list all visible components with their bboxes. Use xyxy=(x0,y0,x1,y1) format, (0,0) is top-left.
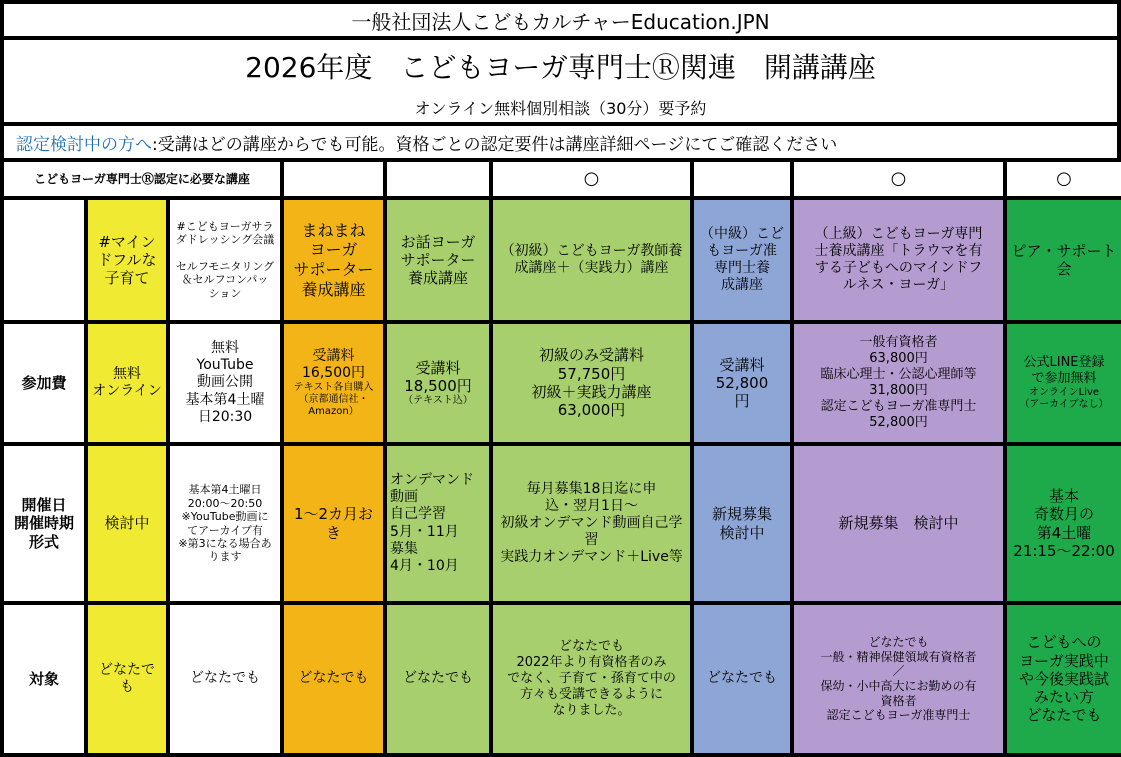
schedule-cell xyxy=(387,446,489,601)
cell-line: や今後実践試 xyxy=(1019,669,1110,688)
cell-line: 養成講座 xyxy=(301,279,366,299)
cell-line: ります xyxy=(208,550,242,564)
schedule-cell xyxy=(694,446,790,601)
target-cell xyxy=(88,605,166,753)
cell-line: YouTube xyxy=(196,357,254,374)
target-cell xyxy=(794,605,1003,753)
cell-line: 子育て xyxy=(104,269,150,288)
cell-line: 開催時期 xyxy=(13,514,74,533)
cell-line: どなたでも xyxy=(559,639,625,655)
cell-line: ダドレッシング会議 xyxy=(175,233,275,247)
cell-line: 無料 xyxy=(211,340,239,357)
cell-line: 18,500円 xyxy=(404,376,472,395)
schedule-cell xyxy=(794,446,1003,601)
cell-line: ヨーガ xyxy=(309,240,358,260)
fee-cell xyxy=(493,324,690,442)
fee-cell xyxy=(88,324,166,442)
course-name xyxy=(387,200,489,320)
cell-line: 63,000円 xyxy=(557,401,626,420)
cell-line: 初級＋実践力講座 xyxy=(531,383,652,401)
requirement-mark xyxy=(284,162,383,196)
cell-line: ピア・サポート xyxy=(1011,241,1117,260)
schedule-cell xyxy=(493,446,690,601)
cell-line: 養成講座 xyxy=(408,269,469,288)
course-name-row xyxy=(4,200,1121,320)
schedule-cell xyxy=(170,446,280,601)
cell-line: 臨床心理士・公認心理師等 xyxy=(820,367,977,383)
cell-line: 奇数月の xyxy=(1034,505,1095,524)
cell-line: 専門士養 xyxy=(714,260,771,276)
cell-line: き xyxy=(326,523,342,542)
course-name xyxy=(170,200,280,320)
fee-row xyxy=(4,324,1121,442)
cell-line: 31,800円 xyxy=(869,383,928,398)
fee-cell xyxy=(1007,324,1121,442)
target-cell xyxy=(694,605,790,753)
cell-line: 方々も受講できるように xyxy=(520,686,664,702)
course-name xyxy=(1007,200,1121,320)
cell-line: ／ xyxy=(892,664,905,679)
target-row xyxy=(4,605,1121,753)
schedule-cell xyxy=(88,446,166,601)
cell-line: どなたで xyxy=(99,661,155,678)
cell-line: Amazon） xyxy=(308,406,359,418)
cell-line: ドフルな xyxy=(97,250,157,269)
cell-line: 初級オンデマンド動画自己学習 xyxy=(500,514,683,549)
cell-line: 実践力オンデマンド＋Live等 xyxy=(500,549,683,566)
cell-line: 公式LINE登録 xyxy=(1023,354,1105,370)
cell-line: 受講料 xyxy=(415,358,461,377)
cell-line: 込・翌月1日～ xyxy=(545,497,638,514)
cell-line: テキスト各自購入 xyxy=(293,381,374,393)
requirement-mark xyxy=(694,162,790,196)
cell-line: 基本第4土曜 xyxy=(185,391,265,408)
cell-line: どなたでも xyxy=(1026,706,1102,725)
fee-cell xyxy=(170,324,280,442)
cell-line: #マイン xyxy=(98,232,156,251)
cell-line: お話ヨーガ xyxy=(400,232,476,251)
cell-line: 検討中 xyxy=(719,523,765,542)
fee-cell xyxy=(284,324,383,442)
cell-line: 57,750円 xyxy=(557,364,626,383)
course-table xyxy=(0,158,1121,757)
cell-line: オンデマンド xyxy=(390,472,475,489)
cell-line: 52,800 xyxy=(715,373,769,392)
cell-line: どなたでも xyxy=(868,635,929,650)
fee-cell xyxy=(387,324,489,442)
notice-text: :受講はどの講座からでも可能。資格ごとの認定要件は講座詳細ページにてご確認ください xyxy=(152,134,838,155)
cell-line: 成講座 xyxy=(721,277,764,294)
cell-line: 新規募集 検討中 xyxy=(838,514,959,533)
cell-line: 第4土曜 xyxy=(1036,523,1092,542)
cell-line: ヨーガ実践中 xyxy=(1019,651,1109,670)
cell-line: 4月・10月 xyxy=(390,557,459,574)
cell-line: する子どもへのマインドフ xyxy=(814,260,983,276)
cell-line: ション xyxy=(208,286,242,300)
cell-line: 基本 xyxy=(1049,486,1080,505)
target-cell xyxy=(1007,605,1121,753)
cell-line: 日20:30 xyxy=(197,408,253,425)
cell-line: 新規募集 xyxy=(712,505,773,524)
course-name xyxy=(694,200,790,320)
schedule-cell xyxy=(1007,446,1121,601)
cell-line xyxy=(173,247,277,260)
cell-line: サポーター xyxy=(293,260,374,279)
cell-line: も xyxy=(120,679,134,695)
course-name xyxy=(794,200,1003,320)
cell-line: 会 xyxy=(1056,260,1072,278)
target-cell xyxy=(493,605,690,753)
course-name xyxy=(88,200,166,320)
requirement-mark: ○ xyxy=(794,162,1003,196)
cell-line: 認定こどもヨーガ准専門士 xyxy=(820,398,977,414)
cell-line: 毎月募集18日迄に申 xyxy=(526,480,657,497)
cell-line: 20:00～20:50 xyxy=(187,496,263,510)
cell-line: 一般・精神保健領域有資格者 xyxy=(820,649,977,664)
cell-line: 一般有資格者 xyxy=(859,335,938,351)
cell-line: 受講料 xyxy=(312,347,355,364)
notice-bar xyxy=(4,126,1117,158)
cell-line: こどもへの xyxy=(1026,633,1102,652)
cell-line: 士養成講座「トラウマを有 xyxy=(814,242,983,259)
cell-line: 52,800円 xyxy=(869,414,928,430)
fee-cell xyxy=(794,324,1003,442)
target-cell xyxy=(284,605,383,753)
schedule-cell xyxy=(284,446,383,601)
cell-line: ルネス・ヨーガ」 xyxy=(842,277,955,294)
page-title: 2026年度 こどもヨーガ専門士Ⓡ関連 開講講座 xyxy=(4,40,1117,92)
course-name xyxy=(493,200,690,320)
cell-line: てアーカイブ有 xyxy=(187,523,263,537)
cell-line: 基本第4土曜日 xyxy=(188,483,262,497)
cell-line: 保幼・小中高大にお勤めの有 xyxy=(820,679,977,693)
cell-line: （初級）こどもヨーガ教師養 xyxy=(500,242,683,259)
cell-line: どなたでも xyxy=(298,670,369,687)
cell-line: ＆セルフコンパッ xyxy=(181,273,269,287)
cell-line: （京都通信社・ xyxy=(298,393,369,405)
cell-line: 2022年より有資格者のみ xyxy=(516,655,667,671)
cell-line: 開催日 xyxy=(21,496,67,515)
cell-line: #こどもヨーガサラ xyxy=(176,219,274,233)
cell-line: 動画 xyxy=(390,489,419,506)
requirement-row xyxy=(4,162,1121,196)
cell-line: 認定こどもヨーガ准専門士 xyxy=(826,708,971,723)
cell-line: 16,500円 xyxy=(302,364,366,381)
cell-line: 募集 xyxy=(390,540,419,557)
cell-line: （アーカイブなし） xyxy=(1019,398,1109,410)
cell-line: 5月・11月 xyxy=(390,523,459,540)
cell-line: 成講座＋（実践力）講座 xyxy=(514,260,669,276)
cell-line: 資格者 xyxy=(880,693,917,708)
cell-line: ※第3になる場合あ xyxy=(178,536,272,550)
cell-line: オンラインLive xyxy=(1028,386,1100,398)
requirement-label: こどもヨーガ専門士Ⓡ認定に必要な講座 xyxy=(4,162,280,196)
requirement-mark: ○ xyxy=(493,162,690,196)
cell-line: オンライン xyxy=(92,383,162,399)
cell-line: 63,800円 xyxy=(869,351,928,367)
cell-line: どなたでも xyxy=(403,670,474,687)
corner-cell xyxy=(4,200,84,320)
cell-line: でなく、子育て・孫育て中の xyxy=(507,671,676,687)
cell-line: なりました。 xyxy=(552,702,631,718)
cell-line: 円 xyxy=(734,392,750,411)
fee-label: 参加費 xyxy=(4,324,84,442)
cell-line: （テキスト込） xyxy=(403,395,473,407)
cell-line: 21:15～22:00 xyxy=(1013,541,1115,560)
target-cell xyxy=(170,605,280,753)
schedule-label xyxy=(4,446,84,601)
cell-line: 動画公開 xyxy=(197,374,253,391)
cell-line: 自己学習 xyxy=(390,506,447,523)
requirement-mark: ○ xyxy=(1007,162,1121,196)
notice-highlight[interactable]: 認定検討中の方へ xyxy=(16,134,152,155)
target-cell xyxy=(387,605,489,753)
cell-line: ※YouTube動画に xyxy=(181,510,269,524)
cell-line: 形式 xyxy=(28,532,59,551)
fee-cell xyxy=(694,324,790,442)
org-name: 一般社団法人こどもカルチャーEducation.JPN xyxy=(4,4,1117,36)
schedule-row xyxy=(4,446,1121,601)
cell-line: どなたでも xyxy=(707,670,778,687)
cell-line: 無料 xyxy=(113,365,141,382)
cell-line: 受講料 xyxy=(719,355,765,374)
cell-line: どなたでも xyxy=(190,670,260,687)
target-label: 対象 xyxy=(4,605,84,753)
cell-line: もヨーガ准 xyxy=(707,242,777,259)
cell-line: セルフモニタリング xyxy=(175,260,275,273)
cell-line: （中級）こど xyxy=(700,225,785,242)
cell-line: サポーター xyxy=(400,250,476,269)
cell-line: 1～2カ月お xyxy=(293,505,374,524)
cell-line: で参加無料 xyxy=(1031,370,1097,386)
cell-line: みたい方 xyxy=(1034,688,1095,707)
cell-line: （上級）こどもヨーガ専門 xyxy=(814,225,983,242)
consultation-note: オンライン無料個別相談（30分）要予約 xyxy=(4,92,1117,122)
course-name xyxy=(284,200,383,320)
cell-line: まねまね xyxy=(301,220,366,240)
cell-line: 初級のみ受講料 xyxy=(539,346,645,365)
requirement-mark xyxy=(387,162,489,196)
cell-line: 検討中 xyxy=(104,514,150,533)
